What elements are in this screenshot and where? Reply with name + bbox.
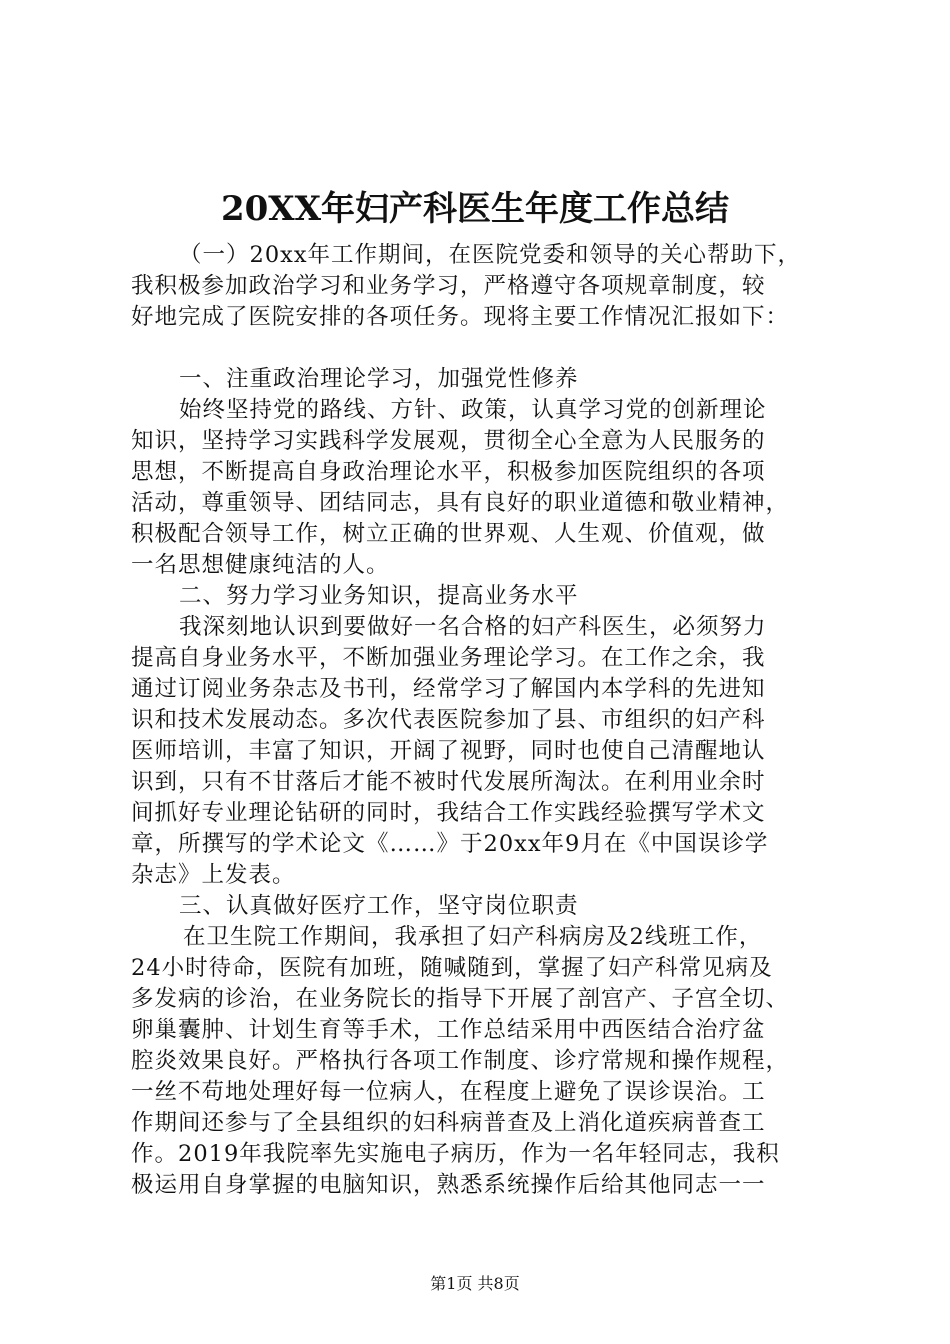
paragraph-line: 一丝不苟地处理好每一位病人，在程度上避免了误诊误治。工 [131,1079,766,1105]
paragraph-line: 章，所撰写的学术论文《……》于20xx年9月在《中国误诊学 [131,831,769,857]
paragraph-line: 知识，坚持学习实践科学发展观，贯彻全心全意为人民服务的 [131,428,766,454]
paragraph-line: 我深刻地认识到要做好一名合格的妇产科医生，必须努力 [179,614,767,640]
paragraph-line: 极运用自身掌握的电脑知识，熟悉系统操作后给其他同志一一 [131,1172,766,1198]
paragraph-line: 思想，不断提高自身政治理论水平，积极参加医院组织的各项 [131,459,766,485]
paragraph-line: 积极配合领导工作，树立正确的世界观、人生观、价值观，做 [131,521,766,547]
paragraph-line: 提高自身业务水平，不断加强业务理论学习。在工作之余，我 [131,645,766,671]
paragraph-line: 识和技术发展动态。多次代表医院参加了县、市组织的妇产科 [131,707,766,733]
section-heading: 二、努力学习业务知识，提高业务水平 [179,583,579,609]
paragraph-line: 卵巢囊肿、计划生育等手术，工作总结采用中西医结合治疗盆 [131,1017,766,1043]
paragraph-line: 在卫生院工作期间，我承担了妇产科病房及2线班工作， [183,924,763,950]
document-body [131,240,823,1201]
paragraph-line: 多发病的诊治，在业务院长的指导下开展了剖宫产、子宫全切、 [131,986,790,1012]
paragraph-line: 腔炎效果良好。严格执行各项工作制度、诊疗常规和操作规程， [131,1048,790,1074]
paragraph-line: （一）20xx年工作期间，在医院党委和领导的关心帮助下， [179,242,802,268]
paragraph-gap [131,333,823,364]
paragraph-line: 好地完成了医院安排的各项任务。现将主要工作情况汇报如下： [131,304,790,330]
paragraph-line: 间抓好专业理论钻研的同时，我结合工作实践经验撰写学术文 [131,800,766,826]
document-title: 20XX年妇产科医生年度工作总结 [220,189,730,229]
paragraph-line: 始终坚持党的路线、方针、政策，认真学习党的创新理论 [179,397,767,423]
paragraph-line: 24小时待命，医院有加班，随喊随到，掌握了妇产科常见病及 [131,955,773,981]
paragraph-line: 作。2019年我院率先实施电子病历，作为一名年轻同志，我积 [131,1141,780,1167]
paragraph-line: 通过订阅业务杂志及书刊，经常学习了解国内本学科的先进知 [131,676,766,702]
paragraph-line: 杂志》上发表。 [131,862,296,888]
paragraph-line: 作期间还参与了全县组织的妇科病普查及上消化道疾病普查工 [131,1110,766,1136]
paragraph-line: 活动，尊重领导、团结同志，具有良好的职业道德和敬业精神， [131,490,790,516]
paragraph-line: 识到，只有不甘落后才能不被时代发展所淘汰。在利用业余时 [131,769,766,795]
section-heading: 三、认真做好医疗工作，坚守岗位职责 [179,893,579,919]
section-heading: 一、注重政治理论学习，加强党性修养 [179,366,579,392]
paragraph-line: 我积极参加政治学习和业务学习，严格遵守各项规章制度，较 [131,273,766,299]
page-footer: 第1页 共8页 [430,1274,520,1293]
paragraph-line: 医师培训，丰富了知识，开阔了视野，同时也使自己清醒地认 [131,738,766,764]
paragraph-line: 一名思想健康纯洁的人。 [131,552,390,578]
